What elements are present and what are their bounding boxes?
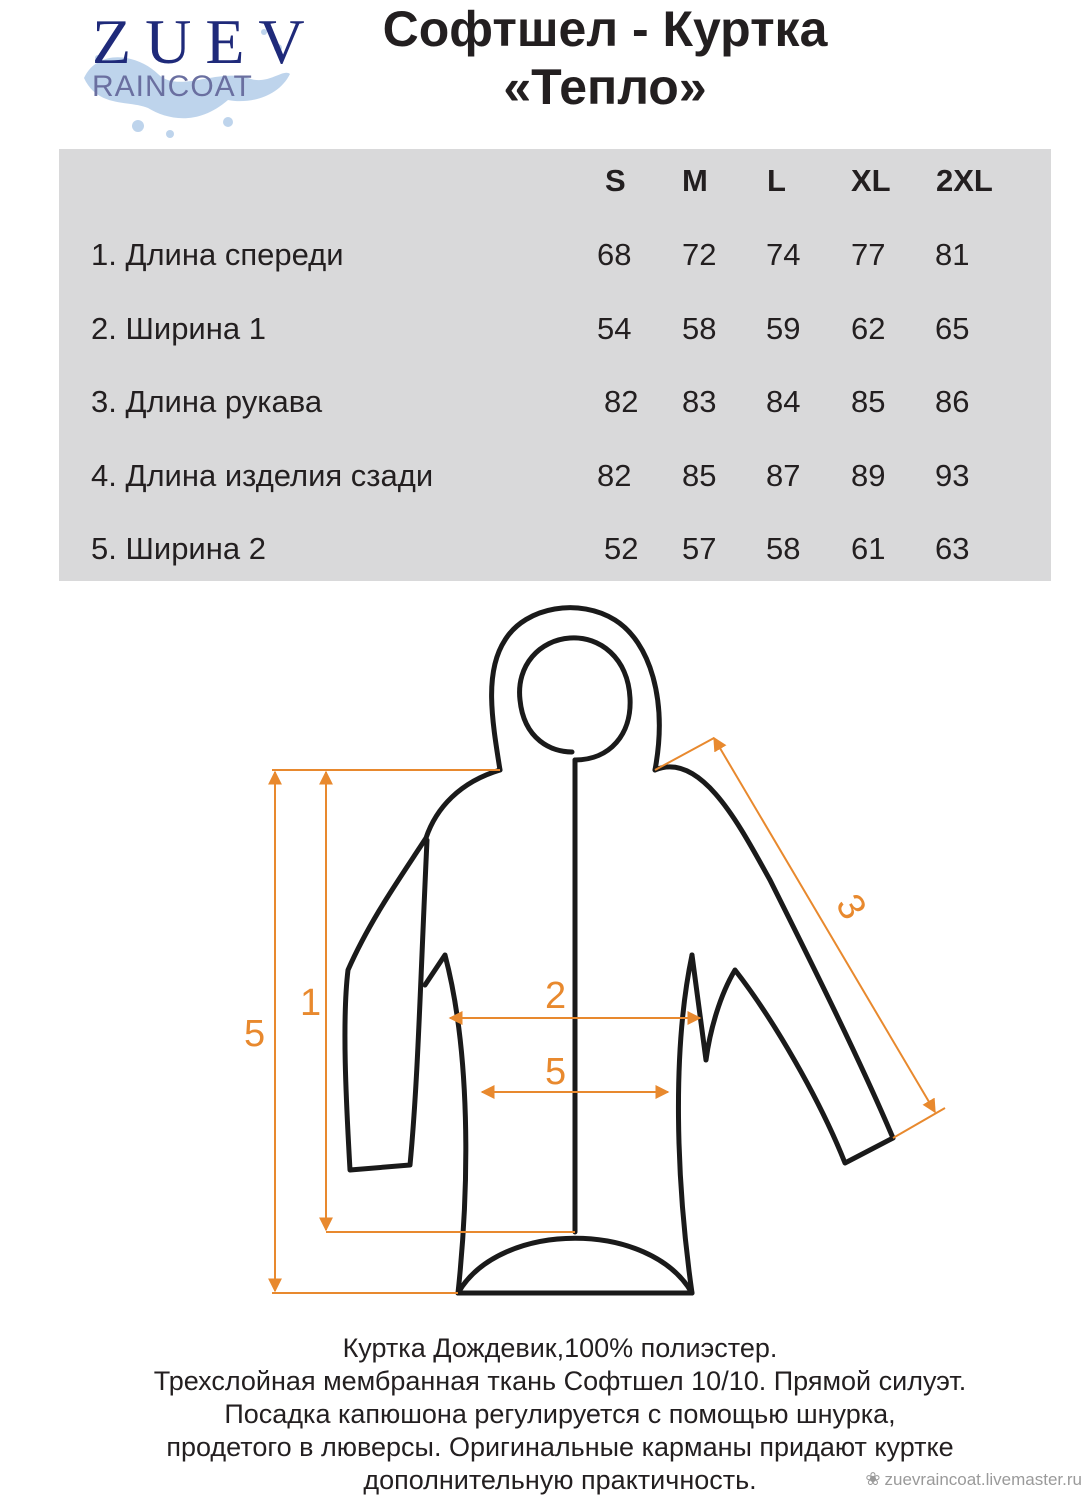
jacket-outline (345, 608, 893, 1293)
table-row (59, 529, 1051, 569)
table-row (59, 309, 1051, 349)
dimension-lines (272, 738, 945, 1293)
row-label: 4. Длина изделия сзади (91, 458, 434, 493)
left-body (425, 955, 466, 1293)
row-label: 1. Длина спереди (91, 237, 344, 272)
row-value: 62 (851, 311, 886, 346)
label-sleeve-length: 3 (827, 887, 875, 927)
site-watermark (865, 1469, 1082, 1490)
size-header-s: S (605, 163, 626, 198)
row-value: 57 (682, 531, 717, 566)
sleeve-length-arrow (714, 738, 935, 1112)
row-value: 59 (766, 311, 801, 346)
hood-outline (492, 608, 660, 770)
row-value: 84 (766, 384, 801, 419)
size-header-l: L (767, 163, 786, 198)
row-value: 93 (935, 458, 970, 493)
description-line: Куртка Дождевик,100% полиэстер. (342, 1333, 778, 1363)
size-header-m: M (682, 163, 708, 198)
row-value: 82 (604, 384, 639, 419)
title-line-1: Софтшел - Куртка (382, 1, 828, 57)
jacket-measurement-diagram (0, 590, 1090, 1310)
row-label: 3. Длина рукава (91, 384, 323, 419)
row-value: 86 (935, 384, 970, 419)
row-value: 63 (935, 531, 970, 566)
hood-inner (520, 638, 631, 760)
row-value: 58 (682, 311, 717, 346)
back-hem (458, 1238, 692, 1293)
row-value: 65 (935, 311, 970, 346)
row-value: 61 (851, 531, 886, 566)
sleeve-extension-bottom (893, 1108, 945, 1138)
label-width-1: 2 (545, 975, 567, 1017)
size-table (59, 149, 1051, 581)
flower-icon: ❀ (865, 1469, 881, 1489)
product-title (300, 0, 910, 116)
row-value: 89 (851, 458, 886, 493)
watermark-text: zuevraincoat.livemaster.ru (884, 1470, 1082, 1489)
row-value: 72 (682, 237, 717, 272)
row-value: 68 (597, 237, 632, 272)
table-row (59, 456, 1051, 496)
row-value: 85 (682, 458, 717, 493)
label-width-2: 5 (545, 1051, 567, 1093)
logo-word-raincoat: RAINCOAT (92, 70, 253, 103)
description-line: продетого в люверсы. Оригинальные карманы придают куртке (166, 1432, 954, 1462)
row-value: 74 (766, 237, 801, 272)
brand-logo (78, 6, 319, 143)
table-row (59, 235, 1051, 275)
right-body (678, 955, 692, 1293)
row-value: 87 (766, 458, 801, 493)
row-value: 83 (682, 384, 717, 419)
sleeve-extension-top (655, 738, 714, 770)
row-value: 85 (851, 384, 886, 419)
row-value: 52 (604, 531, 639, 566)
description-line: дополнительную практичность. (363, 1465, 757, 1495)
row-value: 81 (935, 237, 970, 272)
logo-word-zuev: ZUEV (92, 6, 319, 77)
size-header-xl: XL (851, 163, 891, 198)
row-value: 58 (766, 531, 801, 566)
table-row (59, 382, 1051, 422)
row-value: 54 (597, 311, 632, 346)
label-back-length: 5 (244, 1013, 266, 1055)
description-line: Посадка капюшона регулируется с помощью шнурка, (224, 1399, 896, 1429)
title-line-2: «Тепло» (503, 59, 707, 115)
description-line: Трехслойная мембранная ткань Софтшел 10/10. Прямой силуэт. (153, 1366, 967, 1396)
row-label: 2. Ширина 1 (91, 311, 266, 346)
jacket-left-side (345, 770, 500, 1170)
row-label: 5. Ширина 2 (91, 531, 266, 566)
dimension-labels (244, 887, 874, 1093)
row-value: 82 (597, 458, 632, 493)
row-value: 77 (851, 237, 886, 272)
label-front-length: 1 (300, 982, 322, 1024)
size-header-2xl: 2XL (936, 163, 993, 198)
